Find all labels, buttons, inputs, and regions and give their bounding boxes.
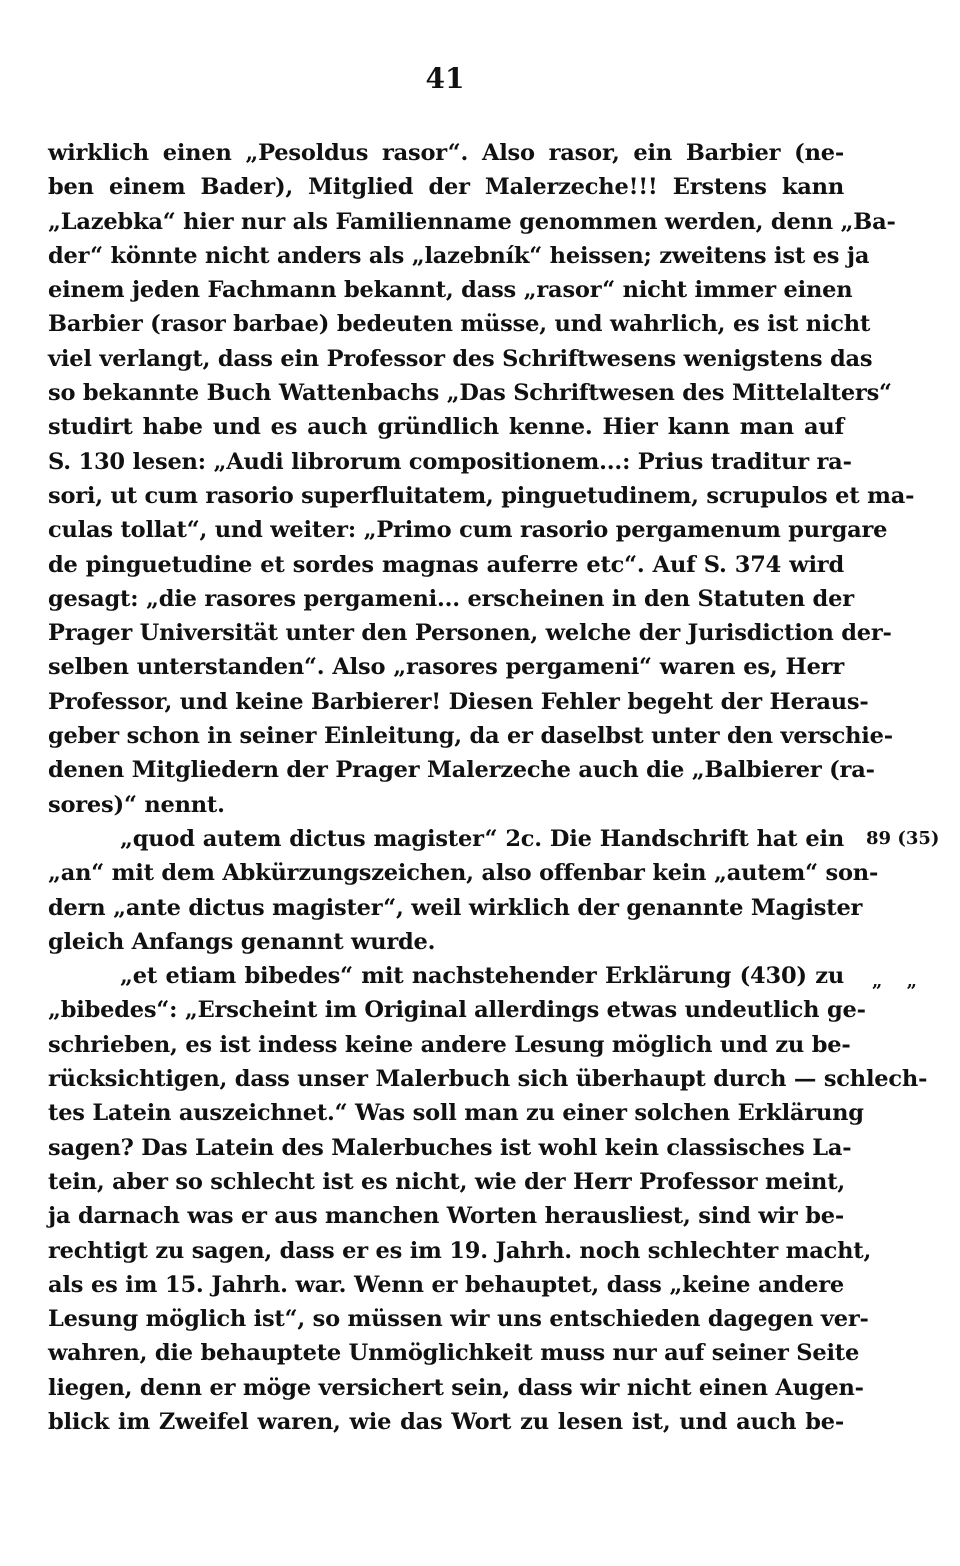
text-line: Barbier (rasor barbae) bedeuten müsse, und wahrlich, es ist nicht [48, 311, 871, 338]
text-line: dern „ante dictus magister“, weil wirklich der genannte Magister [48, 894, 863, 921]
margin-ditto-mark: „ „ [872, 971, 917, 992]
text-line: gesagt: „die rasores pergameni... erscheinen in den Statuten der [48, 585, 854, 612]
text-line: gleich Anfangs genannt wurde. [48, 928, 436, 955]
text-line: „Lazebka“ hier nur als Familienname genommen werden, denn „Ba- [48, 208, 896, 235]
text-line: schrieben, es ist indess keine andere Lesung möglich und zu be- [48, 1031, 851, 1058]
text-line: „bibedes“: „Erscheint im Original allerdings etwas undeutlich ge- [48, 997, 866, 1024]
text-line: S. 130 lesen: „Audi librorum compositionem...: Prius traditur ra- [48, 448, 852, 475]
text-line: rechtigt zu sagen, dass er es im 19. Jahrh. noch schlechter macht, [48, 1237, 872, 1264]
text-line: der“ könnte nicht anders als „lazebník“ heissen; zweitens ist es ja [48, 242, 870, 269]
text-line: tes Latein auszeichnet.“ Was soll man zu einer solchen Erklärung [48, 1100, 864, 1127]
text-line: geber schon in seiner Einleitung, da er daselbst unter den verschie- [48, 723, 893, 750]
text-line: viel verlangt, dass ein Professor des Schriftwesens wenigstens das [48, 345, 873, 372]
text-line: denen Mitgliedern der Prager Malerzeche auch die „Balbierer (ra- [48, 757, 875, 784]
text-line: „an“ mit dem Abkürzungszeichen, also offenbar kein „autem“ son- [48, 860, 879, 887]
text-line: so bekannte Buch Wattenbachs „Das Schriftwesen des Mittelalters“ [48, 380, 892, 407]
text-line: culas tollat“, und weiter: „Primo cum rasorio pergamenum purgare [48, 517, 888, 544]
text-line: de pinguetudine et sordes magnas auferre etc“. Auf S. 374 wird [48, 551, 844, 578]
page-number: 41 [425, 62, 465, 95]
text-line: sores)“ nennt. [48, 791, 225, 818]
text-line: blick im Zweifel waren, wie das Wort zu lesen ist, und auch be- [48, 1408, 844, 1435]
margin-reference: 89 (35) [866, 828, 940, 849]
text-line: einem jeden Fachmann bekannt, dass „rasor“ nicht immer einen [48, 277, 853, 304]
text-line: liegen, denn er möge versichert sein, dass wir nicht einen Augen- [48, 1374, 864, 1401]
text-line: wirklich einen „Pesoldus rasor“. Also rasor, ein Barbier (ne- [48, 140, 844, 166]
text-line: sagen? Das Latein des Malerbuches ist wohl kein classisches La- [48, 1134, 852, 1161]
text-line: „quod autem dictus magister“ 2c. Die Handschrift hat ein [120, 825, 844, 852]
text-line: studirt habe und es auch gründlich kenne. Hier kann man auf [48, 414, 844, 441]
text-line: ja darnach was er aus manchen Worten herausliest, sind wir be- [48, 1203, 844, 1230]
text-line: Professor, und keine Barbierer! Diesen Fehler begeht der Heraus- [48, 688, 869, 715]
text-line: selben unterstanden“. Also „rasores pergameni“ waren es, Herr [48, 654, 844, 681]
text-line: wahren, die behauptete Unmöglichkeit muss nur auf seiner Seite [48, 1340, 860, 1367]
text-line: „et etiam bibedes“ mit nachstehender Erklärung (430) zu [120, 963, 844, 990]
text-line: rücksichtigen, dass unser Malerbuch sich überhaupt durch — schlech- [48, 1066, 928, 1093]
text-line: Prager Universität unter den Personen, welche der Jurisdiction der- [48, 620, 892, 647]
text-line: sori, ut cum rasorio superfluitatem, pinguetudinem, scrupulos et ma- [48, 482, 915, 509]
text-line: Lesung möglich ist“, so müssen wir uns entschieden dagegen ver- [48, 1306, 869, 1333]
text-line: ben einem Bader), Mitglied der Malerzeche!!! Erstens kann [48, 174, 844, 201]
text-line: als es im 15. Jahrh. war. Wenn er behauptet, dass „keine andere [48, 1271, 844, 1298]
text-line: tein, aber so schlecht ist es nicht, wie der Herr Professor meint, [48, 1168, 846, 1195]
